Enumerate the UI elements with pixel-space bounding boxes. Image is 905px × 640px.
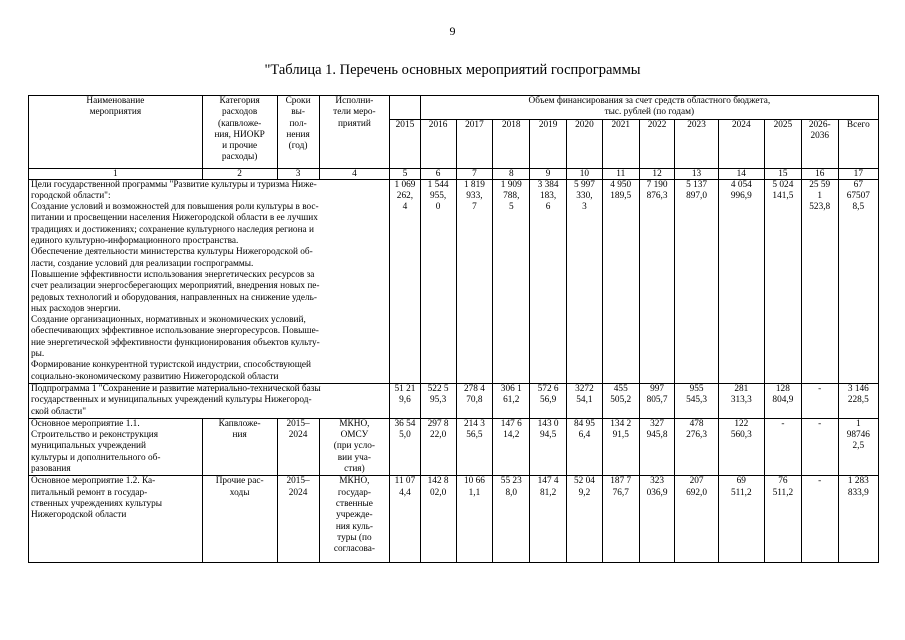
year-cell: 2017 [456, 119, 493, 168]
year-cell: 2018 [493, 119, 530, 168]
column-number: 9 [530, 168, 567, 179]
value-cell: 997 805,7 [639, 383, 675, 418]
value-cell: - [764, 418, 801, 475]
value-cell: 1 98746 2,5 [838, 418, 878, 475]
value-cell: 323 036,9 [639, 476, 675, 563]
value-cell: 3 384 183, 6 [530, 179, 567, 383]
year-cell: 2015 [390, 119, 421, 168]
header-spacer [390, 96, 421, 120]
table-row-measure-1-1 [29, 418, 879, 475]
column-number: 8 [493, 168, 530, 179]
row-category: Капвложе- ния [202, 418, 277, 475]
row-category: Прочие рас- ходы [202, 476, 277, 563]
page-number: 9 [449, 24, 456, 38]
table-row-goals [29, 179, 879, 383]
column-number: 6 [420, 168, 456, 179]
value-cell: - [801, 476, 838, 563]
value-cell: 7 190 876,3 [639, 179, 675, 383]
year-cell: 2026- 2036 [801, 119, 838, 168]
header-name: Наименование мероприятия [29, 96, 203, 169]
value-cell: 572 6 56,9 [530, 383, 567, 418]
value-cell: 51 21 9,6 [390, 383, 421, 418]
value-cell: 1 544 955, 0 [420, 179, 456, 383]
value-cell: 1 909 788, 5 [493, 179, 530, 383]
value-cell: 143 0 94,5 [530, 418, 567, 475]
value-cell: 1 069 262, 4 [390, 179, 421, 383]
value-cell: 52 04 9,2 [567, 476, 603, 563]
value-cell: 187 7 76,7 [602, 476, 639, 563]
value-cell: 11 07 4,4 [390, 476, 421, 563]
table-row-measure-1-2 [29, 476, 879, 563]
column-number: 2 [202, 168, 277, 179]
value-cell: 207 692,0 [675, 476, 718, 563]
measures-table [28, 95, 879, 563]
value-cell: 5 997 330, 3 [567, 179, 603, 383]
value-cell: 3272 54,1 [567, 383, 603, 418]
row-terms: 2015– 2024 [277, 476, 319, 563]
value-cell: 278 4 70,8 [456, 383, 493, 418]
value-cell: 214 3 56,5 [456, 418, 493, 475]
row-name: Основное мероприятие 1.2. Ка- питальный ремонт в государ- ственных учреждениях культуры Нижегородской области [29, 476, 203, 563]
value-cell: 134 2 91,5 [602, 418, 639, 475]
year-cell: 2023 [675, 119, 718, 168]
value-cell: 1 283 833,9 [838, 476, 878, 563]
row-name: Цели государственной программы "Развитие культуры и туризма Ниже- городской области": Создание условий и возможностей для повышения роли культуры в вос- питании и просвещении населения Нижегородской области в ее лучших традициях и достижениях; сохранение культурного наследия региона и единого культурно-информационного пространства. Обеспечение деятельности министерства культуры Нижегородской об- ласти, создание условий для реализации госпрограммы. Повышение эффективности использования энергетических ресурсов за счет реализации энергосберегающих мероприятий, внедрения новых пе- редовых технологий и оборудования, направленных на снижение удель- ных расходов энергии. Создание организационных, нормативных и экономических условий, обеспечивающих эффективное использование энергоресурсов. Повыше- ние энергетической эффективности функционирования объектов культу- ры. Формирование конкурентной туристской индустрии, способствующей социально-экономическому развитию Нижегородской области [29, 179, 390, 383]
row-executors: МКНО, государ- ственные учрежде- ния куль- туры (по согласова- [319, 476, 390, 563]
value-cell: 36 54 5,0 [390, 418, 421, 475]
value-cell: 76 511,2 [764, 476, 801, 563]
value-cell: 5 024 141,5 [764, 179, 801, 383]
row-executors: МКНО, ОМСУ (при усло- вии уча- стия) [319, 418, 390, 475]
value-cell: 4 054 996,9 [718, 179, 764, 383]
value-cell: 4 950 189,5 [602, 179, 639, 383]
value-cell: 147 4 81,2 [530, 476, 567, 563]
value-cell: 10 66 1,1 [456, 476, 493, 563]
value-cell: 306 1 61,2 [493, 383, 530, 418]
header-terms: Сроки вы- пол- нения (год) [277, 96, 319, 169]
column-number: 17 [838, 168, 878, 179]
year-cell: 2021 [602, 119, 639, 168]
value-cell: 478 276,3 [675, 418, 718, 475]
header-row [29, 96, 879, 120]
year-cell: 2016 [420, 119, 456, 168]
row-name: Подпрограмма 1 "Сохранение и развитие материально-технической базы государственных и муниципальных учреждений культуры Нижегород- ской области" [29, 383, 390, 418]
header-category: Категория расходов (капвложе- ния, НИОКР и прочие расходы) [202, 96, 277, 169]
column-number: 14 [718, 168, 764, 179]
value-cell: 297 8 22,0 [420, 418, 456, 475]
value-cell: 122 560,3 [718, 418, 764, 475]
column-number: 10 [567, 168, 603, 179]
value-cell: 142 8 02,0 [420, 476, 456, 563]
value-cell: 281 313,3 [718, 383, 764, 418]
column-number: 5 [390, 168, 421, 179]
value-cell: 128 804,9 [764, 383, 801, 418]
column-number: 4 [319, 168, 390, 179]
year-cell: 2022 [639, 119, 675, 168]
column-number-row [29, 168, 879, 179]
value-cell: - [801, 383, 838, 418]
value-cell: 25 59 1 523,8 [801, 179, 838, 383]
column-number: 3 [277, 168, 319, 179]
column-number: 7 [456, 168, 493, 179]
table-title: "Таблица 1. Перечень основных мероприятий госпрограммы [264, 62, 641, 78]
column-number: 11 [602, 168, 639, 179]
value-cell: 455 505,2 [602, 383, 639, 418]
column-number: 15 [764, 168, 801, 179]
value-cell: 147 6 14,2 [493, 418, 530, 475]
value-cell: 55 23 8,0 [493, 476, 530, 563]
value-cell: 1 819 933, 7 [456, 179, 493, 383]
value-cell: 5 137 897,0 [675, 179, 718, 383]
value-cell: 522 5 95,3 [420, 383, 456, 418]
column-number: 1 [29, 168, 203, 179]
value-cell: 327 945,8 [639, 418, 675, 475]
value-cell: 67 67507 8,5 [838, 179, 878, 383]
row-terms: 2015– 2024 [277, 418, 319, 475]
row-name: Основное мероприятие 1.1. Строительство и реконструкция муниципальных учреждений культуры и дополнительного об- разования [29, 418, 203, 475]
year-cell: 2020 [567, 119, 603, 168]
table-row-subprogram-1 [29, 383, 879, 418]
year-cell: 2019 [530, 119, 567, 168]
year-cell: 2025 [764, 119, 801, 168]
header-executors: Исполни- тели меро- приятий [319, 96, 390, 169]
column-number: 13 [675, 168, 718, 179]
value-cell: 3 146 228,5 [838, 383, 878, 418]
column-number: 12 [639, 168, 675, 179]
year-cell: 2024 [718, 119, 764, 168]
value-cell: 955 545,3 [675, 383, 718, 418]
value-cell: 69 511,2 [718, 476, 764, 563]
value-cell: 84 95 6,4 [567, 418, 603, 475]
value-cell: - [801, 418, 838, 475]
year-cell: Всего [838, 119, 878, 168]
column-number: 16 [801, 168, 838, 179]
header-funding: Объем финансирования за счет средств областного бюджета, тыс. рублей (по годам) [420, 96, 878, 120]
